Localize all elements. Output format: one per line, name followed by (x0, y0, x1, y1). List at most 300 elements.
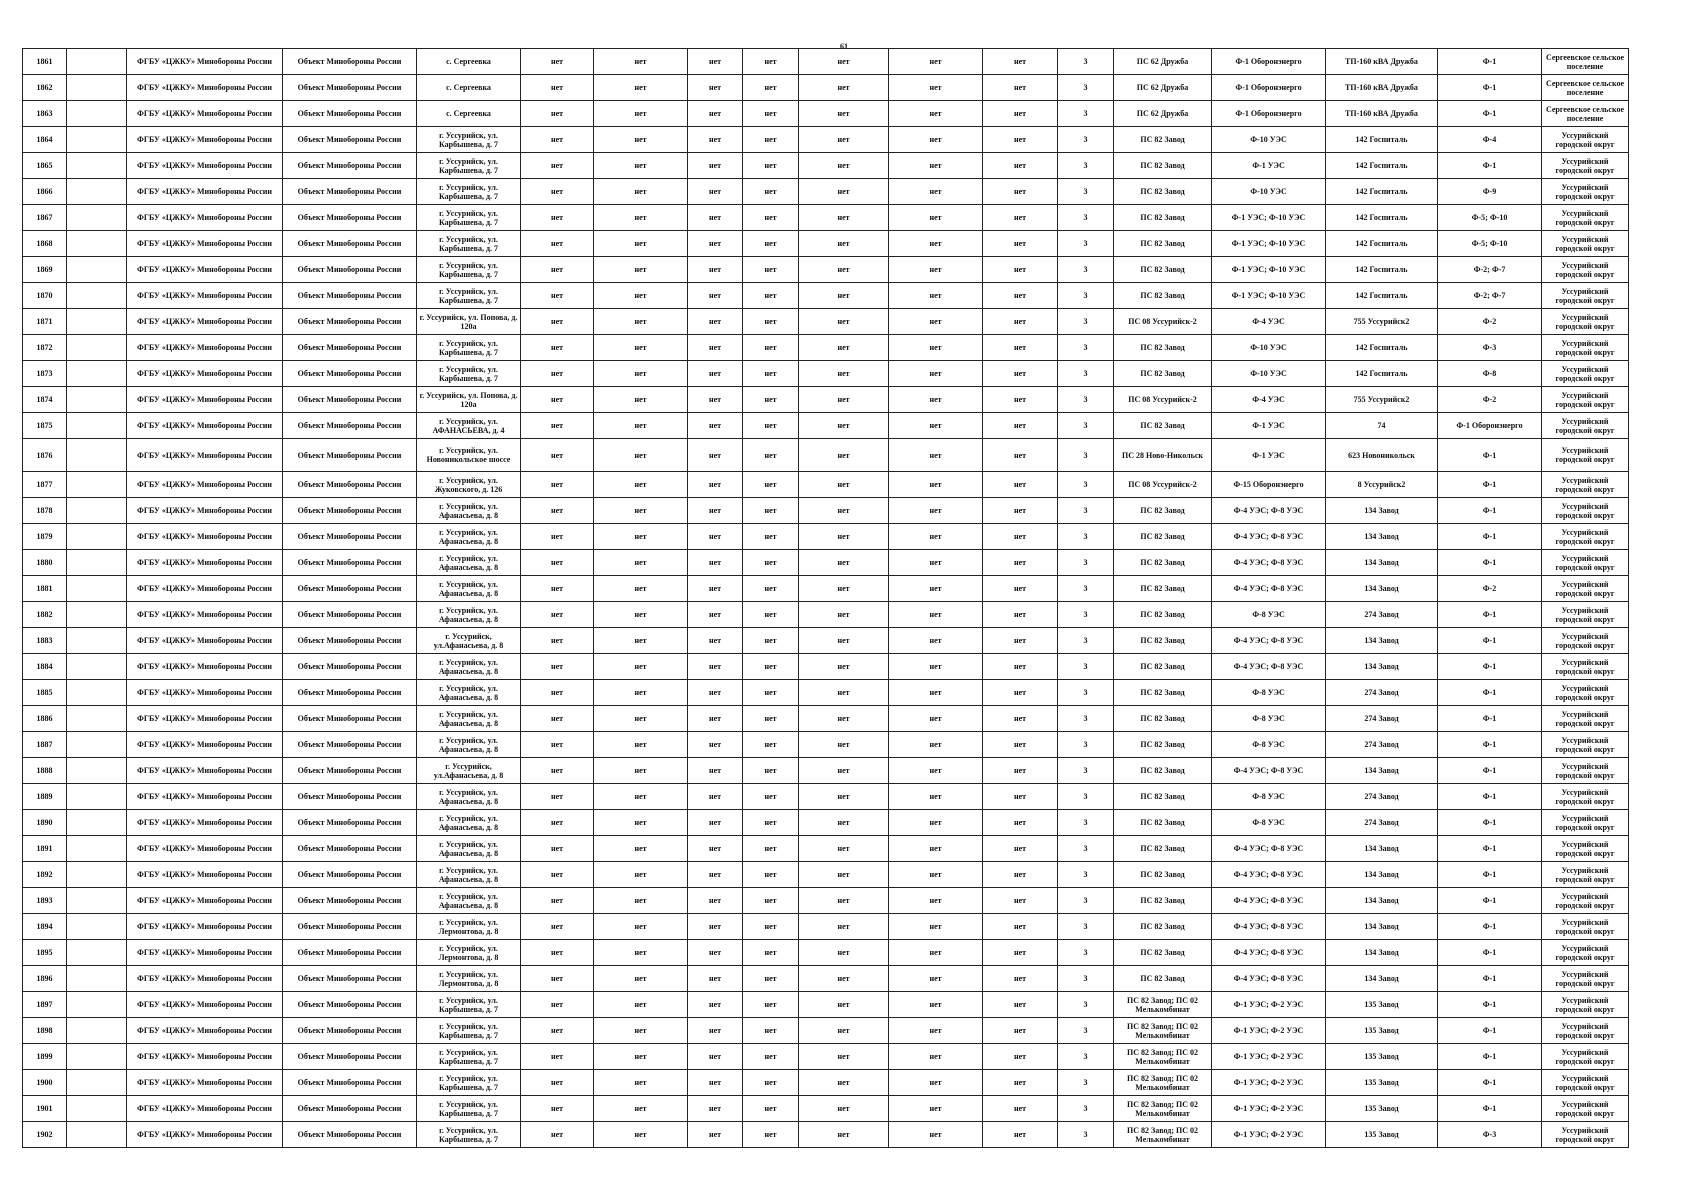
flag-cell: нет (799, 836, 889, 862)
substation-cell: ПС 62 Дружба (1114, 49, 1212, 75)
flag-cell: нет (983, 179, 1058, 205)
transformer-cell: 274 Завод (1326, 784, 1438, 810)
municipality-cell: Уссурийский городской округ (1542, 205, 1629, 231)
flag-cell: нет (688, 231, 743, 257)
substation-cell: ПС 82 Завод (1114, 550, 1212, 576)
address-cell: г. Уссурийск, ул. Лермонтова, д. 8 (417, 940, 521, 966)
organization-cell: ФГБУ «ЦЖКУ» Минобороны России (127, 231, 283, 257)
category-cell: 3 (1058, 576, 1114, 602)
tp-feeder-cell: Ф-1 (1438, 101, 1542, 127)
object-cell: Объект Минобороны России (283, 387, 417, 413)
table-row (23, 628, 1629, 654)
transformer-cell: 135 Завод (1326, 1018, 1438, 1044)
empty-cell (67, 1096, 127, 1122)
flag-cell: нет (521, 1070, 594, 1096)
row-number: 1863 (23, 101, 67, 127)
municipality-cell: Уссурийский городской округ (1542, 862, 1629, 888)
flag-cell: нет (799, 654, 889, 680)
row-number: 1887 (23, 732, 67, 758)
flag-cell: нет (594, 498, 688, 524)
feeder-cell: Ф-1 УЭС; Ф-10 УЭС (1212, 283, 1326, 309)
transformer-cell: 142 Госпиталь (1326, 153, 1438, 179)
flag-cell: нет (799, 49, 889, 75)
table-row (23, 1018, 1629, 1044)
table-row (23, 498, 1629, 524)
table-row (23, 101, 1629, 127)
flag-cell: нет (688, 127, 743, 153)
flag-cell: нет (799, 309, 889, 335)
flag-cell: нет (594, 966, 688, 992)
address-cell: г. Уссурийск, ул. Карбышева, д. 7 (417, 992, 521, 1018)
municipality-cell: Сергеевское сельское поселение (1542, 101, 1629, 127)
municipality-cell: Уссурийский городской округ (1542, 992, 1629, 1018)
organization-cell: ФГБУ «ЦЖКУ» Минобороны России (127, 472, 283, 498)
tp-feeder-cell: Ф-9 (1438, 179, 1542, 205)
flag-cell: нет (983, 257, 1058, 283)
flag-cell: нет (688, 101, 743, 127)
transformer-cell: 135 Завод (1326, 1122, 1438, 1148)
object-cell: Объект Минобороны России (283, 628, 417, 654)
flag-cell: нет (889, 1070, 983, 1096)
substation-cell: ПС 82 Завод (1114, 231, 1212, 257)
address-cell: г. Уссурийск, ул. Карбышева, д. 7 (417, 335, 521, 361)
flag-cell: нет (594, 205, 688, 231)
flag-cell: нет (799, 992, 889, 1018)
flag-cell: нет (799, 810, 889, 836)
flag-cell: нет (594, 914, 688, 940)
table-row (23, 231, 1629, 257)
table-row (23, 387, 1629, 413)
municipality-cell: Уссурийский городской округ (1542, 784, 1629, 810)
flag-cell: нет (983, 498, 1058, 524)
flag-cell: нет (983, 628, 1058, 654)
flag-cell: нет (889, 784, 983, 810)
municipality-cell: Уссурийский городской округ (1542, 940, 1629, 966)
flag-cell: нет (688, 1122, 743, 1148)
category-cell: 3 (1058, 309, 1114, 335)
empty-cell (67, 914, 127, 940)
flag-cell: нет (889, 836, 983, 862)
municipality-cell: Уссурийский городской округ (1542, 732, 1629, 758)
municipality-cell: Уссурийский городской округ (1542, 602, 1629, 628)
substation-cell: ПС 08 Уссурийск-2 (1114, 472, 1212, 498)
address-cell: г. Уссурийск, ул.Афанасьева, д. 8 (417, 758, 521, 784)
empty-cell (67, 472, 127, 498)
municipality-cell: Уссурийский городской округ (1542, 283, 1629, 309)
address-cell: г. Уссурийск, ул. Карбышева, д. 7 (417, 1018, 521, 1044)
address-cell: г. Уссурийск, ул. Карбышева, д. 7 (417, 231, 521, 257)
flag-cell: нет (594, 628, 688, 654)
table-row (23, 524, 1629, 550)
flag-cell: нет (594, 836, 688, 862)
organization-cell: ФГБУ «ЦЖКУ» Минобороны России (127, 75, 283, 101)
flag-cell: нет (983, 1122, 1058, 1148)
object-cell: Объект Минобороны России (283, 550, 417, 576)
table-row (23, 439, 1629, 472)
flag-cell: нет (521, 335, 594, 361)
flag-cell: нет (743, 1096, 799, 1122)
organization-cell: ФГБУ «ЦЖКУ» Минобороны России (127, 914, 283, 940)
transformer-cell: 135 Завод (1326, 1070, 1438, 1096)
flag-cell: нет (688, 413, 743, 439)
flag-cell: нет (594, 387, 688, 413)
table-row (23, 732, 1629, 758)
flag-cell: нет (743, 706, 799, 732)
flag-cell: нет (889, 413, 983, 439)
substation-cell: ПС 82 Завод (1114, 810, 1212, 836)
flag-cell: нет (799, 205, 889, 231)
transformer-cell: 755 Уссурийск2 (1326, 309, 1438, 335)
flag-cell: нет (799, 862, 889, 888)
flag-cell: нет (521, 628, 594, 654)
object-cell: Объект Минобороны России (283, 914, 417, 940)
municipality-cell: Уссурийский городской округ (1542, 1122, 1629, 1148)
category-cell: 3 (1058, 413, 1114, 439)
flag-cell: нет (688, 335, 743, 361)
flag-cell: нет (594, 758, 688, 784)
flag-cell: нет (521, 179, 594, 205)
feeder-cell: Ф-4 УЭС; Ф-8 УЭС (1212, 550, 1326, 576)
row-number: 1861 (23, 49, 67, 75)
row-number: 1888 (23, 758, 67, 784)
flag-cell: нет (743, 966, 799, 992)
row-number: 1895 (23, 940, 67, 966)
flag-cell: нет (743, 361, 799, 387)
flag-cell: нет (983, 862, 1058, 888)
flag-cell: нет (688, 309, 743, 335)
object-cell: Объект Минобороны России (283, 992, 417, 1018)
empty-cell (67, 1044, 127, 1070)
organization-cell: ФГБУ «ЦЖКУ» Минобороны России (127, 1070, 283, 1096)
address-cell: г. Уссурийск, ул. Афанасьева, д. 8 (417, 602, 521, 628)
object-cell: Объект Минобороны России (283, 680, 417, 706)
row-number: 1899 (23, 1044, 67, 1070)
tp-feeder-cell: Ф-1 (1438, 732, 1542, 758)
flag-cell: нет (688, 550, 743, 576)
organization-cell: ФГБУ «ЦЖКУ» Минобороны России (127, 576, 283, 602)
flag-cell: нет (521, 680, 594, 706)
address-cell: г. Уссурийск, ул. Карбышева, д. 7 (417, 179, 521, 205)
flag-cell: нет (594, 153, 688, 179)
transformer-cell: 142 Госпиталь (1326, 257, 1438, 283)
row-number: 1862 (23, 75, 67, 101)
substation-cell: ПС 82 Завод (1114, 758, 1212, 784)
table-row (23, 1070, 1629, 1096)
flag-cell: нет (594, 524, 688, 550)
transformer-cell: 135 Завод (1326, 1044, 1438, 1070)
flag-cell: нет (889, 231, 983, 257)
tp-feeder-cell: Ф-1 (1438, 628, 1542, 654)
flag-cell: нет (983, 283, 1058, 309)
flag-cell: нет (799, 498, 889, 524)
substation-cell: ПС 82 Завод (1114, 732, 1212, 758)
flag-cell: нет (743, 680, 799, 706)
flag-cell: нет (889, 914, 983, 940)
object-cell: Объект Минобороны России (283, 784, 417, 810)
tp-feeder-cell: Ф-1 (1438, 784, 1542, 810)
category-cell: 3 (1058, 888, 1114, 914)
flag-cell: нет (889, 706, 983, 732)
transformer-cell: 142 Госпиталь (1326, 231, 1438, 257)
flag-cell: нет (983, 758, 1058, 784)
flag-cell: нет (594, 784, 688, 810)
object-cell: Объект Минобороны России (283, 472, 417, 498)
address-cell: г. Уссурийск, ул. Карбышева, д. 7 (417, 283, 521, 309)
row-number: 1871 (23, 309, 67, 335)
flag-cell: нет (799, 472, 889, 498)
tp-feeder-cell: Ф-1 (1438, 836, 1542, 862)
transformer-cell: 135 Завод (1326, 1096, 1438, 1122)
object-cell: Объект Минобороны России (283, 602, 417, 628)
tp-feeder-cell: Ф-1 (1438, 550, 1542, 576)
flag-cell: нет (889, 205, 983, 231)
row-number: 1875 (23, 413, 67, 439)
municipality-cell: Сергеевское сельское поселение (1542, 75, 1629, 101)
table-row (23, 550, 1629, 576)
flag-cell: нет (743, 862, 799, 888)
flag-cell: нет (688, 784, 743, 810)
flag-cell: нет (743, 628, 799, 654)
municipality-cell: Сергеевское сельское поселение (1542, 49, 1629, 75)
object-cell: Объект Минобороны России (283, 1070, 417, 1096)
object-cell: Объект Минобороны России (283, 1018, 417, 1044)
empty-cell (67, 205, 127, 231)
row-number: 1894 (23, 914, 67, 940)
transformer-cell: 134 Завод (1326, 836, 1438, 862)
flag-cell: нет (743, 101, 799, 127)
flag-cell: нет (983, 309, 1058, 335)
municipality-cell: Уссурийский городской округ (1542, 628, 1629, 654)
object-cell: Объект Минобороны России (283, 654, 417, 680)
flag-cell: нет (983, 127, 1058, 153)
flag-cell: нет (983, 602, 1058, 628)
substation-cell: ПС 82 Завод (1114, 179, 1212, 205)
table-row (23, 75, 1629, 101)
object-cell: Объект Минобороны России (283, 836, 417, 862)
flag-cell: нет (594, 472, 688, 498)
flag-cell: нет (983, 992, 1058, 1018)
flag-cell: нет (983, 153, 1058, 179)
municipality-cell: Уссурийский городской округ (1542, 914, 1629, 940)
municipality-cell: Уссурийский городской округ (1542, 680, 1629, 706)
organization-cell: ФГБУ «ЦЖКУ» Минобороны России (127, 205, 283, 231)
flag-cell: нет (889, 498, 983, 524)
row-number: 1864 (23, 127, 67, 153)
substation-cell: ПС 82 Завод (1114, 335, 1212, 361)
flag-cell: нет (799, 127, 889, 153)
substation-cell: ПС 82 Завод (1114, 966, 1212, 992)
object-cell: Объект Минобороны России (283, 127, 417, 153)
flag-cell: нет (983, 940, 1058, 966)
object-cell: Объект Минобороны России (283, 413, 417, 439)
object-cell: Объект Минобороны России (283, 1122, 417, 1148)
flag-cell: нет (743, 153, 799, 179)
row-number: 1883 (23, 628, 67, 654)
category-cell: 3 (1058, 940, 1114, 966)
flag-cell: нет (743, 550, 799, 576)
flag-cell: нет (983, 732, 1058, 758)
substation-cell: ПС 82 Завод (1114, 680, 1212, 706)
empty-cell (67, 153, 127, 179)
row-number: 1886 (23, 706, 67, 732)
flag-cell: нет (743, 205, 799, 231)
municipality-cell: Уссурийский городской округ (1542, 361, 1629, 387)
empty-cell (67, 628, 127, 654)
row-number: 1866 (23, 179, 67, 205)
substation-cell: ПС 82 Завод; ПС 02 Мелькомбинат (1114, 1122, 1212, 1148)
flag-cell: нет (521, 862, 594, 888)
flag-cell: нет (594, 810, 688, 836)
row-number: 1865 (23, 153, 67, 179)
category-cell: 3 (1058, 361, 1114, 387)
feeder-cell: Ф-1 УЭС; Ф-10 УЭС (1212, 205, 1326, 231)
flag-cell: нет (521, 758, 594, 784)
table-row (23, 127, 1629, 153)
table-row (23, 309, 1629, 335)
flag-cell: нет (983, 439, 1058, 472)
object-cell: Объект Минобороны России (283, 940, 417, 966)
category-cell: 3 (1058, 810, 1114, 836)
flag-cell: нет (983, 205, 1058, 231)
table-row (23, 680, 1629, 706)
organization-cell: ФГБУ «ЦЖКУ» Минобороны России (127, 387, 283, 413)
flag-cell: нет (983, 1096, 1058, 1122)
tp-feeder-cell: Ф-5; Ф-10 (1438, 231, 1542, 257)
empty-cell (67, 387, 127, 413)
transformer-cell: 274 Завод (1326, 602, 1438, 628)
empty-cell (67, 550, 127, 576)
flag-cell: нет (799, 153, 889, 179)
flag-cell: нет (743, 940, 799, 966)
category-cell: 3 (1058, 914, 1114, 940)
flag-cell: нет (889, 257, 983, 283)
flag-cell: нет (799, 732, 889, 758)
tp-feeder-cell: Ф-8 (1438, 361, 1542, 387)
flag-cell: нет (688, 205, 743, 231)
flag-cell: нет (983, 914, 1058, 940)
flag-cell: нет (521, 49, 594, 75)
substation-cell: ПС 62 Дружба (1114, 101, 1212, 127)
flag-cell: нет (799, 1018, 889, 1044)
flag-cell: нет (889, 758, 983, 784)
feeder-cell: Ф-1 УЭС; Ф-10 УЭС (1212, 231, 1326, 257)
flag-cell: нет (521, 75, 594, 101)
flag-cell: нет (594, 283, 688, 309)
organization-cell: ФГБУ «ЦЖКУ» Минобороны России (127, 1044, 283, 1070)
flag-cell: нет (889, 602, 983, 628)
empty-cell (67, 413, 127, 439)
flag-cell: нет (743, 75, 799, 101)
category-cell: 3 (1058, 335, 1114, 361)
feeder-cell: Ф-10 УЭС (1212, 127, 1326, 153)
category-cell: 3 (1058, 1122, 1114, 1148)
flag-cell: нет (889, 1096, 983, 1122)
substation-cell: ПС 82 Завод; ПС 02 Мелькомбинат (1114, 1070, 1212, 1096)
row-number: 1902 (23, 1122, 67, 1148)
flag-cell: нет (594, 75, 688, 101)
table-row (23, 836, 1629, 862)
organization-cell: ФГБУ «ЦЖКУ» Минобороны России (127, 680, 283, 706)
flag-cell: нет (521, 992, 594, 1018)
object-cell: Объект Минобороны России (283, 576, 417, 602)
municipality-cell: Уссурийский городской округ (1542, 439, 1629, 472)
municipality-cell: Уссурийский городской округ (1542, 654, 1629, 680)
category-cell: 3 (1058, 602, 1114, 628)
object-cell: Объект Минобороны России (283, 361, 417, 387)
feeder-cell: Ф-8 УЭС (1212, 732, 1326, 758)
flag-cell: нет (594, 862, 688, 888)
flag-cell: нет (889, 654, 983, 680)
feeder-cell: Ф-4 УЭС; Ф-8 УЭС (1212, 914, 1326, 940)
flag-cell: нет (889, 888, 983, 914)
flag-cell: нет (688, 75, 743, 101)
address-cell: г. Уссурийск, ул. Афанасьева, д. 8 (417, 810, 521, 836)
substation-cell: ПС 82 Завод (1114, 153, 1212, 179)
flag-cell: нет (743, 179, 799, 205)
tp-feeder-cell: Ф-1 (1438, 498, 1542, 524)
address-cell: г. Уссурийск, ул. Новоникольское шоссе (417, 439, 521, 472)
flag-cell: нет (594, 992, 688, 1018)
transformer-cell: ТП-160 кВА Дружба (1326, 49, 1438, 75)
feeder-cell: Ф-8 УЭС (1212, 602, 1326, 628)
address-cell: г. Уссурийск, ул. Афанасьева, д. 8 (417, 732, 521, 758)
flag-cell: нет (983, 888, 1058, 914)
flag-cell: нет (889, 732, 983, 758)
transformer-cell: 274 Завод (1326, 706, 1438, 732)
flag-cell: нет (743, 309, 799, 335)
flag-cell: нет (743, 602, 799, 628)
flag-cell: нет (743, 231, 799, 257)
flag-cell: нет (799, 387, 889, 413)
address-cell: г. Уссурийск, ул. Карбышева, д. 7 (417, 153, 521, 179)
flag-cell: нет (889, 1018, 983, 1044)
organization-cell: ФГБУ «ЦЖКУ» Минобороны России (127, 810, 283, 836)
flag-cell: нет (594, 127, 688, 153)
address-cell: г. Уссурийск, ул. Жуковского, д. 126 (417, 472, 521, 498)
feeder-cell: Ф-8 УЭС (1212, 810, 1326, 836)
empty-cell (67, 524, 127, 550)
table-row (23, 888, 1629, 914)
flag-cell: нет (521, 1122, 594, 1148)
table-row (23, 602, 1629, 628)
transformer-cell: 142 Госпиталь (1326, 205, 1438, 231)
flag-cell: нет (521, 654, 594, 680)
empty-cell (67, 966, 127, 992)
tp-feeder-cell: Ф-1 (1438, 524, 1542, 550)
object-cell: Объект Минобороны России (283, 75, 417, 101)
table-row (23, 654, 1629, 680)
object-cell: Объект Минобороны России (283, 862, 417, 888)
transformer-cell: 274 Завод (1326, 680, 1438, 706)
table-row (23, 914, 1629, 940)
flag-cell: нет (688, 940, 743, 966)
transformer-cell: 142 Госпиталь (1326, 361, 1438, 387)
object-cell: Объект Минобороны России (283, 231, 417, 257)
flag-cell: нет (521, 387, 594, 413)
substation-cell: ПС 82 Завод (1114, 940, 1212, 966)
tp-feeder-cell: Ф-1 (1438, 940, 1542, 966)
feeder-cell: Ф-4 УЭС; Ф-8 УЭС (1212, 966, 1326, 992)
flag-cell: нет (983, 524, 1058, 550)
address-cell: г. Уссурийск, ул. Попова, д. 120а (417, 387, 521, 413)
flag-cell: нет (743, 498, 799, 524)
transformer-cell: 142 Госпиталь (1326, 335, 1438, 361)
empty-cell (67, 706, 127, 732)
flag-cell: нет (688, 810, 743, 836)
feeder-cell: Ф-1 УЭС; Ф-2 УЭС (1212, 1044, 1326, 1070)
category-cell: 3 (1058, 862, 1114, 888)
tp-feeder-cell: Ф-1 (1438, 706, 1542, 732)
